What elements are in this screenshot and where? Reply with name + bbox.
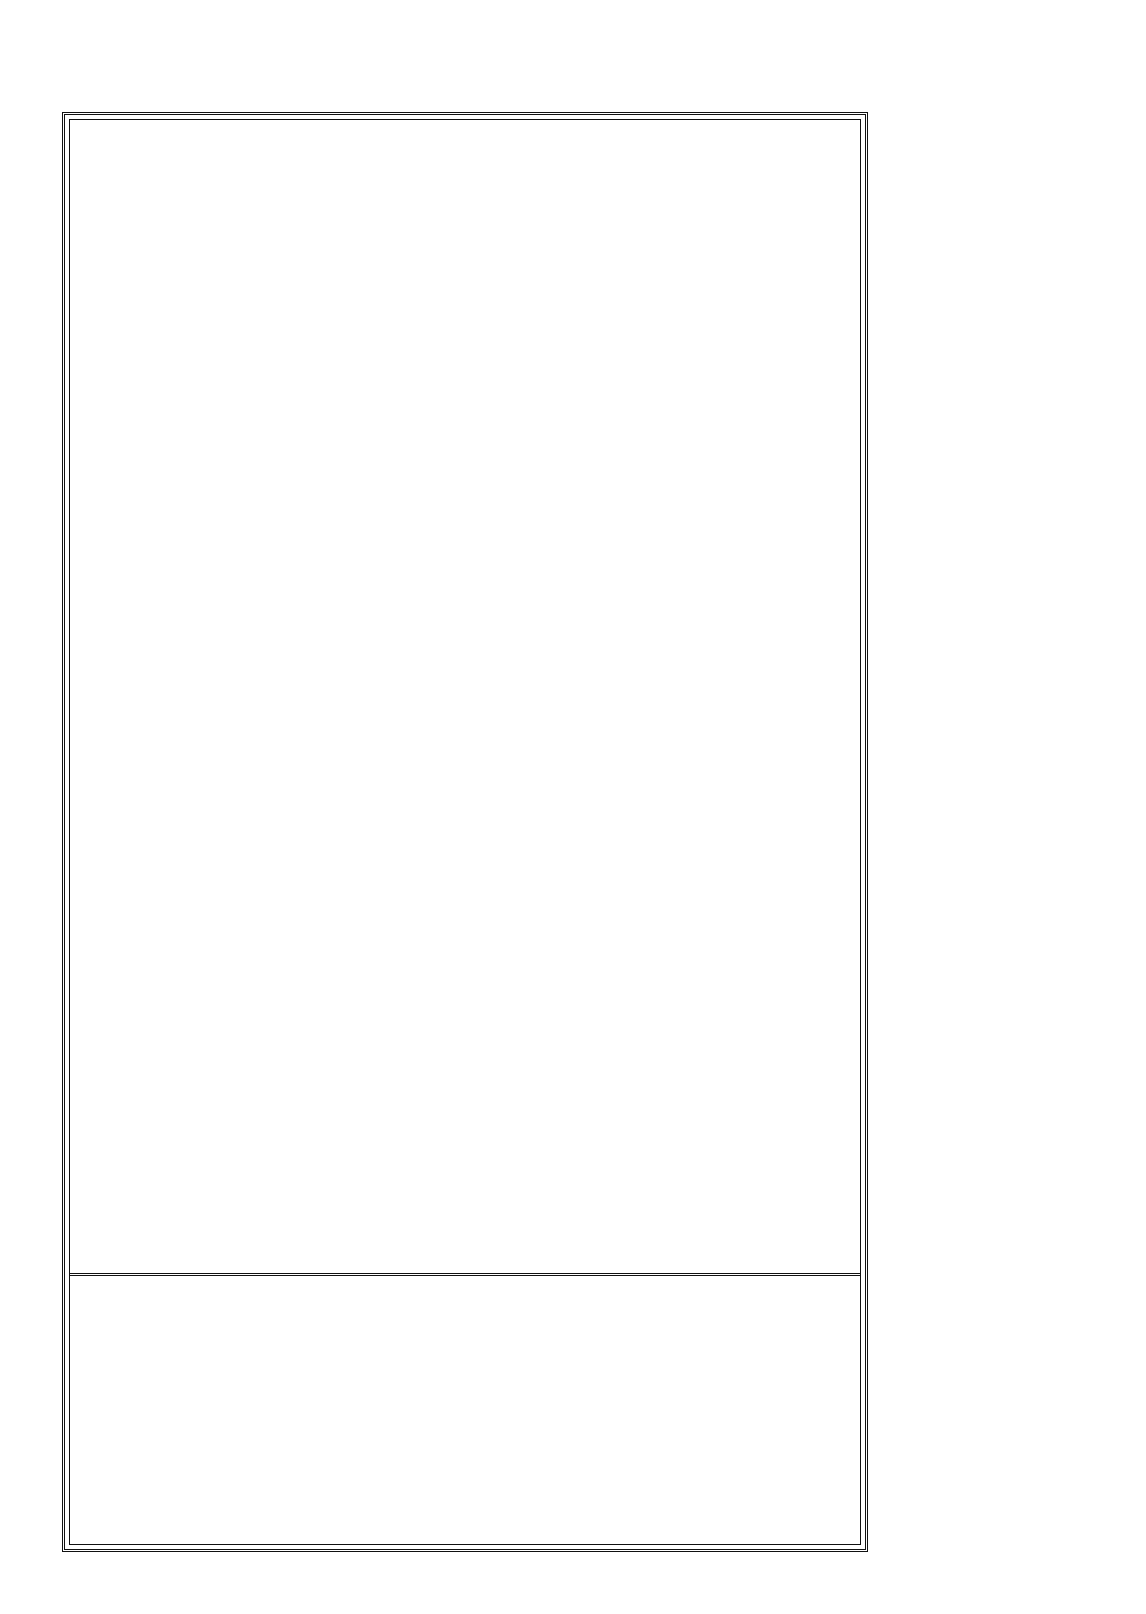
commentary-divider	[70, 1273, 860, 1282]
running-header	[48, 58, 1108, 108]
commentary-frame-inner	[69, 119, 861, 1545]
commentary-frame	[62, 112, 868, 1552]
main-text-column	[888, 108, 1124, 1548]
